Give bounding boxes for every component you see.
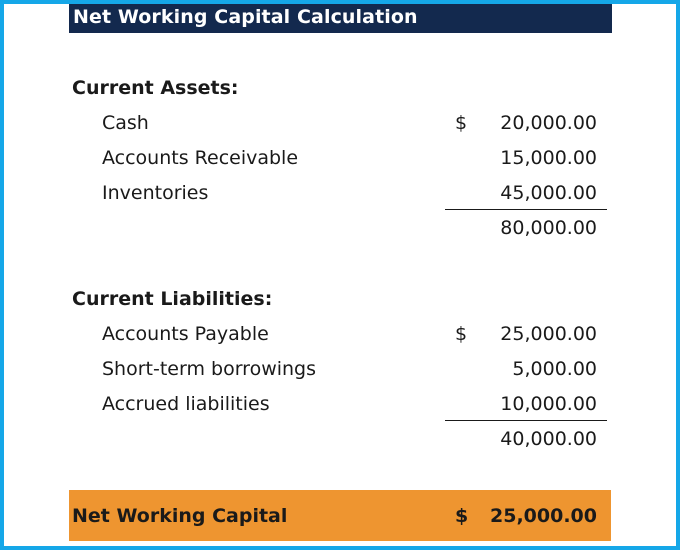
liability-currency-payable: $ — [455, 323, 468, 345]
assets-total: 80,000.00 — [500, 217, 597, 239]
page-title: Net Working Capital Calculation — [69, 4, 612, 33]
liabilities-total: 40,000.00 — [500, 428, 597, 450]
asset-amount-inventories: 45,000.00 — [500, 182, 597, 204]
net-working-capital-currency: $ — [455, 505, 469, 527]
liability-amount-borrowings: 5,000.00 — [512, 358, 597, 380]
net-working-capital-amount: 25,000.00 — [490, 505, 597, 527]
current-assets-heading: Current Assets: — [72, 77, 239, 99]
assets-subtotal-rule — [445, 209, 607, 210]
asset-label-cash: Cash — [102, 112, 149, 134]
liability-label-accrued: Accrued liabilities — [102, 393, 270, 415]
liability-amount-payable: 25,000.00 — [500, 323, 597, 345]
liability-label-payable: Accounts Payable — [102, 323, 269, 345]
asset-label-receivable: Accounts Receivable — [102, 147, 299, 169]
asset-amount-cash: 20,000.00 — [500, 112, 597, 134]
liability-amount-accrued: 10,000.00 — [500, 393, 597, 415]
asset-label-inventories: Inventories — [102, 182, 209, 204]
liability-label-borrowings: Short-term borrowings — [102, 358, 317, 380]
net-working-capital-label: Net Working Capital — [72, 505, 288, 527]
asset-currency-cash: $ — [455, 112, 468, 134]
liabilities-subtotal-rule — [445, 420, 607, 421]
asset-amount-receivable: 15,000.00 — [500, 147, 597, 169]
current-liabilities-heading: Current Liabilities: — [72, 288, 273, 310]
